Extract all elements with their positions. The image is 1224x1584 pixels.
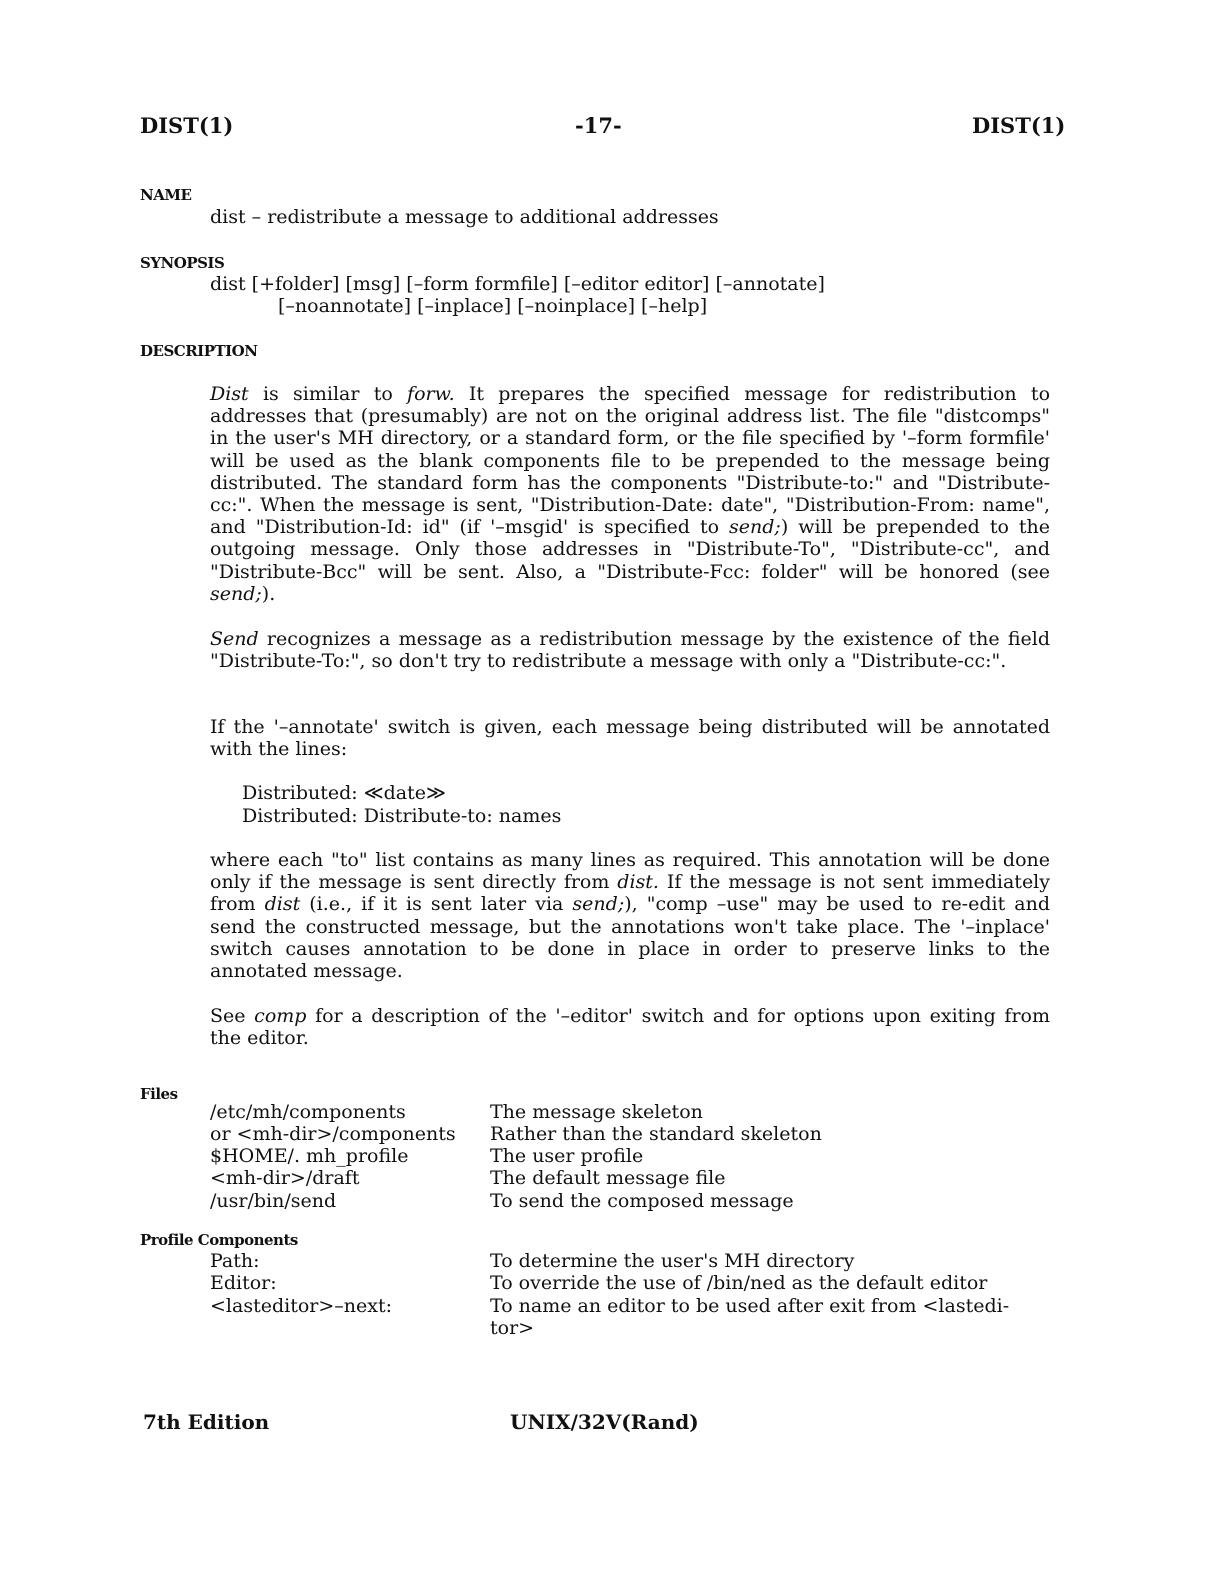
header-left: DIST(1) xyxy=(140,113,234,138)
footer-system: UNIX/32V(Rand) xyxy=(510,1410,699,1434)
annotation-line-1: Distributed: ≪date≫ xyxy=(242,782,446,804)
files-path: /etc/mh/components xyxy=(210,1101,406,1123)
description-paragraph-3: If the '–annotate' switch is given, each message being distributed will be annotated with the lines: xyxy=(210,716,1050,761)
description-paragraph-5: See comp for a description of the '–editor' switch and for options upon exiting from the editor. xyxy=(210,1005,1050,1050)
name-text: dist – redistribute a message to additional addresses xyxy=(210,206,719,228)
profile-desc: To name an editor to be used after exit from <lastedi- xyxy=(490,1295,1010,1317)
synopsis-line-1: dist [+folder] [msg] [–form formfile] [–editor editor] [–annotate] xyxy=(210,273,825,295)
files-desc: To send the composed message xyxy=(490,1190,794,1212)
files-desc: The user profile xyxy=(490,1145,644,1167)
description-heading: DESCRIPTION xyxy=(140,342,258,360)
header-right: DIST(1) xyxy=(972,113,1066,138)
page-number: -17- xyxy=(575,113,622,138)
profile-heading: Profile Components xyxy=(140,1231,298,1249)
files-path: /usr/bin/send xyxy=(210,1190,337,1212)
files-heading: Files xyxy=(140,1085,178,1103)
files-desc: The message skeleton xyxy=(490,1101,703,1123)
emphasis: forw. xyxy=(407,383,455,405)
profile-desc: To override the use of /bin/ned as the default editor xyxy=(490,1272,988,1294)
description-paragraph-4: where each "to" list contains as many lines as required. This annotation will be done only if the message is sent directly from dist. If the message is not sent immediately from dist (i.e., if it is sent later via send;), "comp –use" may be used to re-edit and send the constructed message, but the annotations won't take place. The '–inplace' switch causes annotation to be done in place in order to preserve links to the annotated message. xyxy=(210,849,1050,983)
annotation-line-2: Distributed: Distribute-to: names xyxy=(242,805,562,827)
synopsis-line-2: [–noannotate] [–inplace] [–noinplace] [–help] xyxy=(278,295,708,317)
files-path: <mh-dir>/draft xyxy=(210,1167,360,1189)
profile-desc-continuation: tor> xyxy=(490,1317,535,1339)
emphasis: Send xyxy=(210,628,259,650)
profile-key: <lasteditor>–next: xyxy=(210,1295,393,1317)
synopsis-heading: SYNOPSIS xyxy=(140,254,225,272)
emphasis: dist. xyxy=(617,871,659,894)
profile-key: Path: xyxy=(210,1250,260,1272)
emphasis: comp xyxy=(254,1005,307,1027)
files-path: $HOME/. mh_profile xyxy=(210,1145,409,1167)
emphasis: send; xyxy=(210,582,262,605)
description-paragraph-1: Dist is similar to forw. It prepares the specified message for redistribution to addresses that (presumably) are not on the original address list. The file "distcomps" in the user's MH directory, or a standard form, or the file specified by '–form formfile' will be used as the blank components file to be prepended to the message being distributed. The standard form has the components "Distribute-to:" and "Distribute-cc:". When the message is sent, "Distribution-Date: date", "Distribution-From: name", and "Distribution-Id: id" (if '–msgid' is specified to send;) will be prepended to the outgoing message. Only those addresses in "Distribute-To", "Distribute-cc", and "Distribute-Bcc" will be sent. Also, a "Distribute-Fcc: folder" will be honored (see send;). xyxy=(210,383,1051,605)
files-path: or <mh-dir>/components xyxy=(210,1123,456,1145)
profile-desc: To determine the user's MH directory xyxy=(490,1250,855,1272)
emphasis: send; xyxy=(572,893,625,916)
footer-edition: 7th Edition xyxy=(143,1410,270,1434)
emphasis: dist xyxy=(264,893,301,916)
description-paragraph-2: Send recognizes a message as a redistribution message by the existence of the field "Distribute-To:", so don't try to redistribute a message with only a "Distribute-cc:". xyxy=(210,628,1050,673)
emphasis: Dist xyxy=(210,383,249,405)
name-heading: NAME xyxy=(140,186,192,204)
files-desc: Rather than the standard skeleton xyxy=(490,1123,822,1145)
emphasis: send; xyxy=(729,516,781,539)
profile-key: Editor: xyxy=(210,1272,277,1294)
files-desc: The default message file xyxy=(490,1167,726,1189)
